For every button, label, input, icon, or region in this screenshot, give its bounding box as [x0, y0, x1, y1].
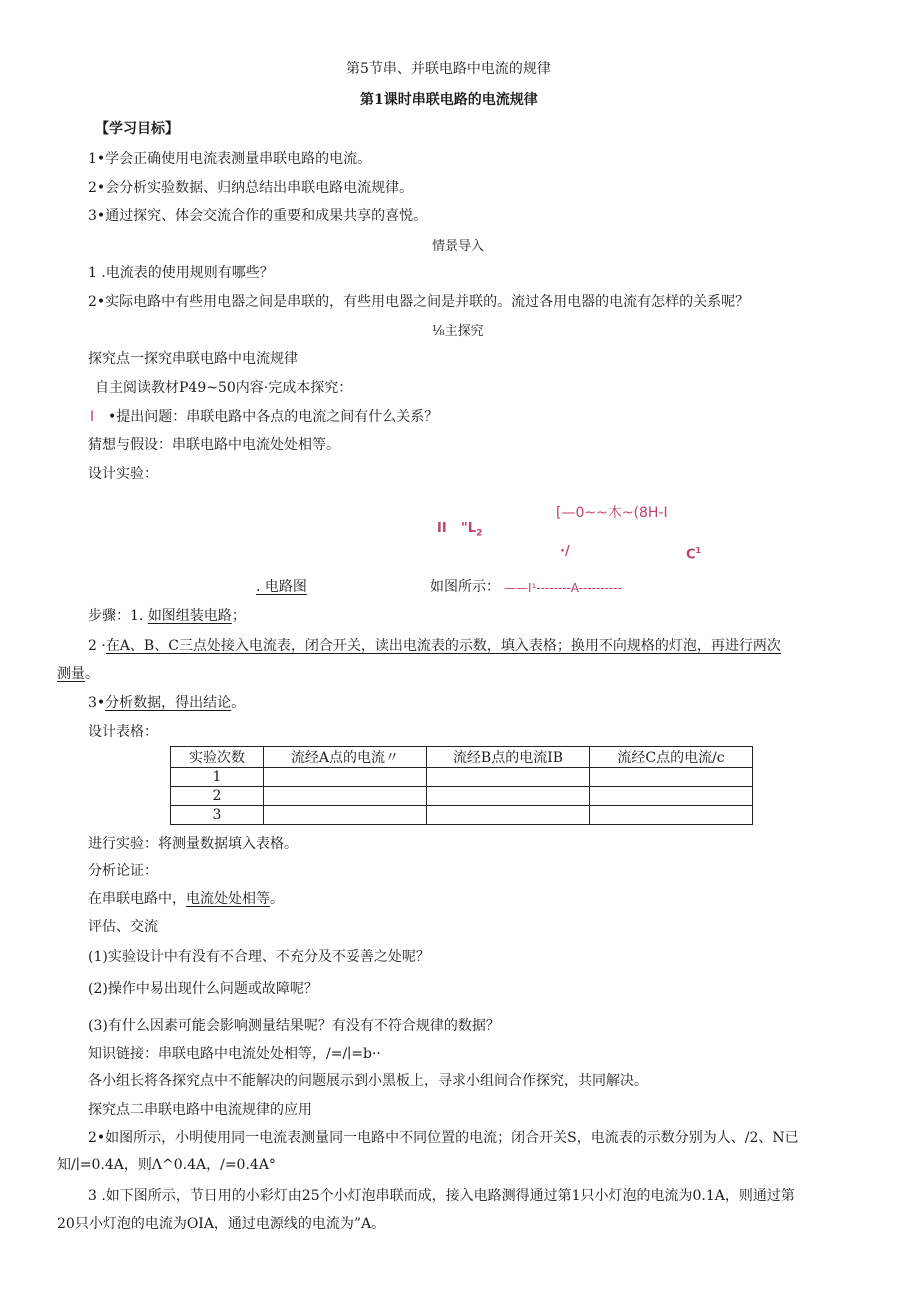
objective-item: 2•会分析实验数据、归纳总结出串联电路电流规律。 [88, 180, 414, 196]
problem-2: 2•如图所示，小明使用同一电流表测量同一电路中不同位置的电流；闭合开关S，电流表的示数分别为人、/2、N已 [88, 1130, 799, 1146]
pose-question: •提出问题：串联电路中各点的电流之间有什么关系？ [108, 409, 439, 425]
circuit-label-switch: II [437, 521, 447, 536]
circuit-caption: . 电路图 [256, 579, 307, 595]
table-cell[interactable] [590, 787, 753, 806]
table-cell: 2 [171, 787, 264, 806]
table-header-row [171, 747, 753, 768]
table-cell[interactable] [427, 806, 590, 825]
table-cell[interactable] [264, 806, 427, 825]
evaluate-heading: 评估、交流 [88, 919, 158, 935]
objectives-heading: 【学习目标】 [95, 121, 179, 137]
section-heading-intro: 情景导入 [432, 239, 485, 254]
explore-point-2-heading: 探究点二串联电路中电流规律的应用 [88, 1102, 312, 1118]
table-header-cell: 流经B点的电流IB [427, 747, 590, 768]
circuit-label-lamp: "$L_2$ [461, 521, 483, 539]
explore-point-1-heading: 探究点一探究串联电路中电流规律 [88, 351, 298, 367]
table-cell: 1 [171, 768, 264, 787]
data-table [170, 746, 753, 825]
circuit-dash-line: ——I¹--------A---------- [504, 581, 622, 595]
circuit-label-c: $C^1$ [686, 546, 702, 563]
problem-3: 3 .如下图所示，节日用的小彩灯由25个小灯泡串联而成，接入电路测得通过第1只小灯泡的电流为0.1A，则通过第 [88, 1188, 795, 1204]
group-instruction: 各小组长将各探究点中不能解决的问题展示到小黑板上，寻求小组间合作探究，共同解决。 [88, 1073, 648, 1089]
hypothesis: 猜想与假设：串联电路中电流处处相等。 [88, 437, 340, 453]
problem-3-continued: 20只小灯泡的电流为OIA，通过电源线的电流为”A。 [57, 1216, 386, 1232]
evaluate-item: (2)操作中易出现什么问题或故障呢？ [88, 981, 318, 997]
step-3: 3•分析数据，得出结论。 [88, 695, 246, 711]
evaluate-item: (1)实验设计中有没有不合理、不充分及不妥善之处呢？ [88, 949, 430, 965]
question-marker: I [90, 409, 95, 425]
analysis-label: 分析论证： [88, 863, 158, 879]
page-title: 第5节串、并联电路中电流的规律 [346, 61, 551, 77]
table-cell[interactable] [427, 768, 590, 787]
step-1: 步骤：1. 如图组装电路； [88, 608, 246, 624]
problem-2-continued: 知/∣=0.4A，则Λ^0.4A，/=0.4A° [57, 1157, 276, 1173]
section-heading-explore: ⅛主探究 [432, 324, 484, 339]
table-row [171, 787, 753, 806]
reading-instruction: 自主阅读教材P49~50内容·完成本探究： [95, 380, 353, 396]
table-label: 设计表格： [88, 724, 158, 740]
knowledge-link: 知识链接：串联电路中电流处处相等，/=/∣=b·· [88, 1046, 381, 1062]
table-cell[interactable] [264, 768, 427, 787]
table-header-cell: 实验次数 [171, 747, 264, 768]
objective-item: 3•通过探究、体会交流合作的重要和成果共享的喜悦。 [88, 208, 428, 224]
intro-question-2: 2•实际电路中有些用电器之间是串联的，有些用电器之间是并联的。流过各用电器的电流有怎样的关系呢？ [88, 294, 750, 310]
table-row [171, 806, 753, 825]
as-shown-label: 如图所示： [430, 579, 500, 595]
evaluate-item: (3)有什么因素可能会影响测量结果呢？有没有不符合规律的数据？ [88, 1018, 500, 1034]
step-2-continued: 测量。 [57, 666, 99, 682]
table-cell: 3 [171, 806, 264, 825]
step-2: 2 ·在A、B、C三点处接入电流表，闭合开关，读出电流表的示数，填入表格；换用不向规格的灯泡，再进行两次 [88, 638, 781, 654]
table-cell[interactable] [590, 768, 753, 787]
conduct-experiment: 进行实验：将测量数据填入表格。 [88, 836, 298, 852]
table-row [171, 768, 753, 787]
objective-item: 1•学会正确使用电流表测量串联电路的电流。 [88, 151, 372, 167]
conclusion: 在串联电路中，电流处处相等。 [88, 891, 284, 907]
table-header-cell: 流经A点的电流〃 [264, 747, 427, 768]
intro-question-1: 1 .电流表的使用规则有哪些？ [88, 265, 274, 281]
design-label: 设计实验： [88, 466, 158, 482]
circuit-diagram-top: [—0~~木~(8H-I [556, 505, 668, 521]
circuit-label-mid: ·/ [560, 544, 570, 559]
table-cell[interactable] [427, 787, 590, 806]
table-cell[interactable] [590, 806, 753, 825]
table-header-cell: 流经C点的电流/c [590, 747, 753, 768]
table-cell[interactable] [264, 787, 427, 806]
lesson-subtitle: 第1课时串联电路的电流规律 [360, 92, 538, 108]
